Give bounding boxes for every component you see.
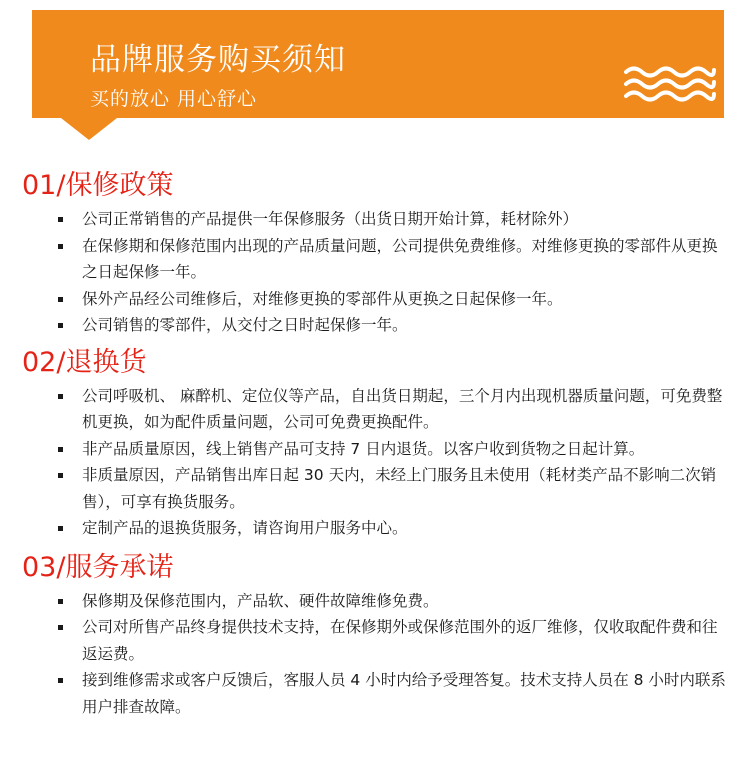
item-text: 非质量原因，产品销售出库日起 30 天内，未经上门服务且未使用（耗材类产品不影响二次销售），可享有换货服务。: [82, 466, 717, 511]
list-item: [0, 233, 750, 286]
list-item: [0, 614, 750, 667]
list-item: [0, 383, 750, 436]
banner-subtitle: 买的放心 用心舒心: [90, 88, 258, 110]
item-text: 接到维修需求或客户反馈后，客服人员 4 小时内给予受理答复。技术支持人员在 8 小时内联系用户排查故障。: [82, 671, 726, 716]
bullet-icon: [58, 599, 63, 604]
bullet-icon: [58, 297, 63, 302]
bullet-icon: [58, 678, 63, 683]
header-banner: [32, 10, 724, 118]
bullet-icon: [58, 323, 63, 328]
item-text: 公司呼吸机、 麻醉机、定位仪等产品，自出货日期起，三个月内出现机器质量问题，可免费整机更换，如为配件质量问题，公司可免费更换配件。: [82, 386, 723, 431]
section-title: 02/退换货: [22, 346, 147, 378]
banner-pointer: [61, 118, 117, 140]
bullet-icon: [58, 473, 63, 478]
list-item: [0, 588, 750, 615]
list-item: [0, 515, 750, 542]
list-item: [0, 462, 750, 515]
bullet-icon: [58, 625, 63, 630]
item-list: [0, 206, 750, 339]
bullet-icon: [58, 244, 63, 249]
wave-icon: [622, 64, 718, 102]
section-title: 01/保修政策: [22, 170, 174, 201]
section-warranty: [0, 166, 750, 339]
bullet-icon: [58, 526, 63, 531]
item-text: 定制产品的退换货服务，请咨询用户服务中心。: [82, 519, 408, 537]
item-text: 公司正常销售的产品提供一年保修服务（出货日期开始计算，耗材除外）: [82, 210, 579, 228]
section-returns: [0, 343, 750, 542]
item-text: 公司对所售产品终身提供技术支持，在保修期外或保修范围外的返厂维修，仅收取配件费和往返运费。: [82, 618, 718, 663]
policy-content: [0, 166, 750, 720]
list-item: [0, 312, 750, 339]
item-list: [0, 588, 750, 721]
list-item: [0, 436, 750, 463]
banner-title: 品牌服务购买须知: [90, 42, 346, 78]
bullet-icon: [58, 394, 63, 399]
bullet-icon: [58, 447, 63, 452]
item-text: 保外产品经公司维修后，对维修更换的零部件从更换之日起保修一年。: [82, 289, 563, 308]
item-text: 非产品质量原因，线上销售产品可支持 7 日内退货。以客户收到货物之日起计算。: [82, 439, 645, 458]
bullet-icon: [58, 217, 63, 222]
section-service: [0, 548, 750, 721]
item-text: 公司销售的零部件，从交付之日时起保修一年。: [82, 316, 408, 334]
item-text: 在保修期和保修范围内出现的产品质量问题，公司提供免费维修。对维修更换的零部件从更换之日起保修一年。: [82, 236, 718, 281]
list-item: [0, 286, 750, 313]
list-item: [0, 206, 750, 233]
list-item: [0, 667, 750, 720]
item-list: [0, 383, 750, 542]
section-title: 03/服务承诺: [22, 551, 174, 583]
item-text: 保修期及保修范围内，产品软、硬件故障维修免费。: [82, 591, 439, 610]
